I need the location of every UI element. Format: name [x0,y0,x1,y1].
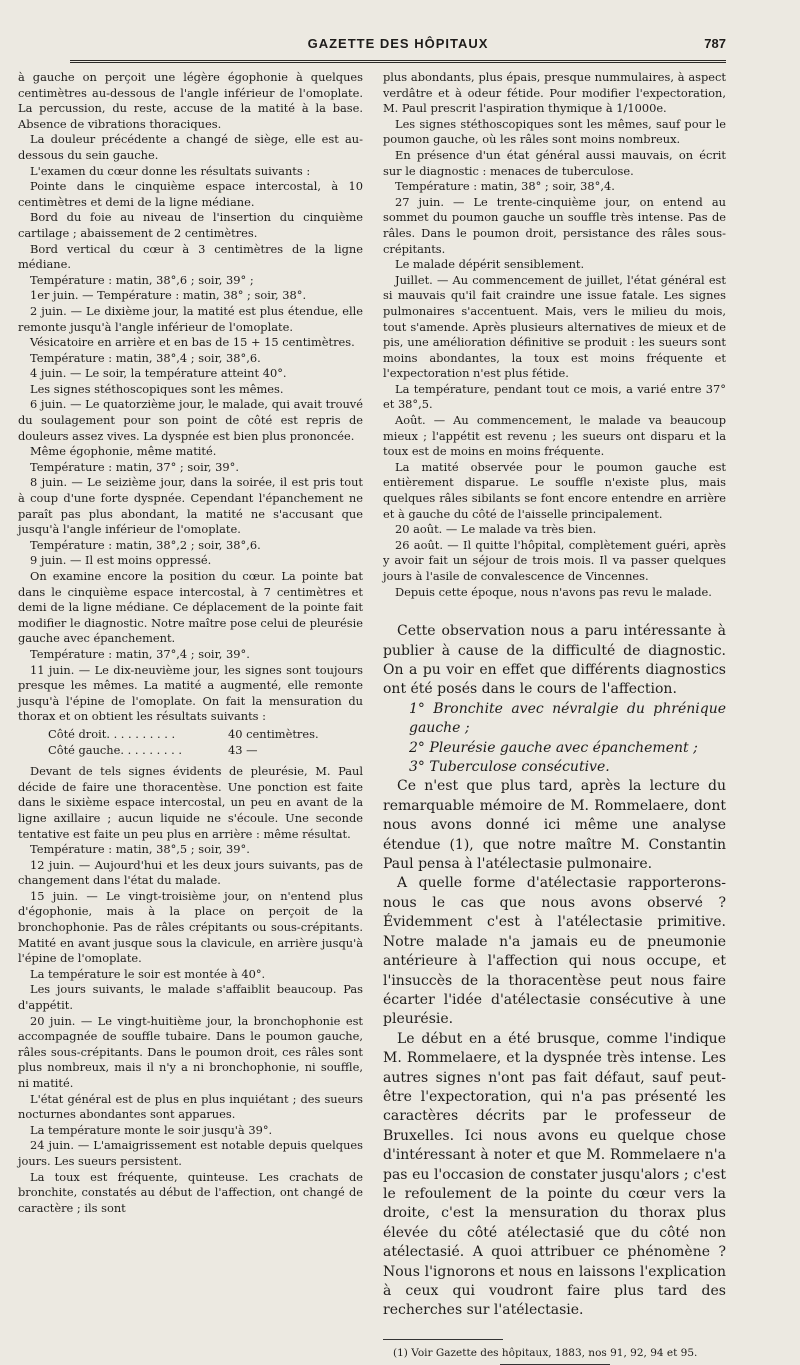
paragraph: Température : matin, 38°,6 ; soir, 39° ; [30,272,254,287]
paragraph: Bord vertical du cœur à 3 centimètres de la ligne médiane. [18,241,363,272]
paragraph: Le malade dépérit sensiblement. [395,257,585,272]
measurement-label: Côté gauche. . . . . . . . . [48,742,182,757]
paragraph: La température le soir est montée à 40°. [30,966,266,981]
paragraph: 24 juin. — L'amaigrissement est notable depuis quelques jours. Les sueurs persistent. [18,1138,363,1168]
measurement-value: 40 centimètres. [228,726,319,741]
paragraph: Depuis cette époque, nous n'avons pas revu le malade. [395,584,712,599]
paragraph: 11 juin. — Le dix-neuvième jour, les signes sont toujours presque les mêmes. La matité a augmenté, elle remonte jusqu'à l'épine de l'omoplate. On fait la mensuration du thorax et on obtient les résultats suivants : [18,662,363,724]
paragraph: La matité observée pour le poumon gauche est entièrement disparue. Le souffle n'existe plus, mais quelques râles sibilants se font encore entendre en arrière et à gauche du côté de l'aisselle principalement. [383,459,726,521]
paragraph: Température : matin, 38°,5 ; soir, 39°. [30,842,250,857]
diagnosis-list [383,700,726,778]
paragraph: La douleur précédente a changé de siège, elle est au-dessous du sein gauche. [18,132,363,162]
paragraph: Les signes stéthoscopiques sont les mêmes. [30,381,284,396]
paragraph: 27 juin. — Le trente-cinquième jour, on entend au sommet du poumon gauche un souffle très intense. Pas de râles. Dans le poumon droit, persistance des râles sous-crépitants. [383,194,726,256]
paragraph: 26 août. — Il quitte l'hôpital, complètement guéri, après y avoir fait un séjour de trois mois. Il va passer quelques jours à l'asile de convalescence de Vincennes. [383,537,726,583]
paragraph: Température : matin, 37°,4 ; soir, 39°. [30,646,250,661]
paragraph: 2 juin. — Le dixième jour, la matité est plus étendue, elle remonte jusqu'à l'angle inférieur de l'omoplate. [18,303,363,334]
paragraph: plus abondants, plus épais, presque nummulaires, à aspect verdâtre et à odeur fétide. Pour modifier l'expectoration, M. Paul prescrit l'aspiration thymique à 1/1000e. [383,70,726,116]
paragraph: 4 juin. — Le soir, la température atteint 40°. [30,366,287,381]
paragraph: 20 juin. — Le vingt-huitième jour, la bronchophonie est accompagnée de souffle tubaire. Dans le poumon gauche, râles sous-crépitants. Dans le poumon droit, ces râles sont plus nombreux, mais il n'y a ni bronchophonie, ni souffle, ni matité. [18,1013,363,1090]
paragraph: L'examen du cœur donne les résultats suivants : [30,163,311,178]
paragraph: Cette observation nous a paru intéressante à publier à cause de la difficulté de diagnostic. On a pu voir en effet que différents diagnostics ont été posés dans le cours de l'affection. [383,623,726,698]
paragraph: La température monte le soir jusqu'à 39°. [30,1122,273,1137]
footnote: (1) Voir Gazette des hôpitaux, 1883, nos 91, 92, 94 et 95. [393,1346,698,1359]
paragraph: Vésicatoire en arrière et en bas de 15 + 15 centimètres. [30,335,355,350]
paragraph: A quelle forme d'atélectasie rapporterons-nous le cas que nous avons observé ? Évidemment c'est à l'atélectasie primitive. Notre malade n'a jamais eu de pneumonie antérieure à l'affection qui nous occupe, et l'insuccès de la thoracentèse peut nous faire écarter l'idée d'atélectasie consécutive à une pleurésie. [383,875,726,1028]
paragraph: Les jours suivants, le malade s'affaiblit beaucoup. Pas d'appétit. [18,982,363,1013]
right-paragraphs [383,70,726,600]
measurement-row [18,727,363,743]
right-column [383,70,726,1365]
paragraph: 15 juin. — Le vingt-troisième jour, on n'entend plus d'égophonie, mais à la place on perçoit de la bronchophonie. Pas de râles crépitants ou sous-crépitants. Matité en avant jusque sous la clavicule, en arrière jusqu'à l'épine de l'omoplate. [18,888,363,966]
paragraph: Août. — Au commencement, le malade va beaucoup mieux ; l'appétit est revenu ; les sueurs ont disparu et la toux est de moins en moins fréquente. [383,413,726,459]
page-header [70,30,726,63]
paragraph: 20 août. — Le malade va très bien. [395,522,597,537]
paragraph: 12 juin. — Aujourd'hui et les deux jours suivants, pas de changement dans l'état du malade. [18,857,363,888]
paragraph: Devant de tels signes évidents de pleurésie, M. Paul décide de faire une thoracentèse. Une ponction est faite dans le sixième espace intercostal, un peu en avant de la ligne axillaire ; aucun liquide ne s'écoule. Une seconde tentative est faite un peu plus en arrière : même résultat. [18,764,363,841]
diagnosis-item: 1° Bronchite avec névralgie du phrénique gauche ; [409,700,726,737]
paragraph: Le début en a été brusque, comme l'indique M. Rommelaere, et la dyspnée très intense. Les autres signes n'ont pas fait défaut, sauf peut-être l'expectoration, qui n'a pas présenté les caractères décrits par le professeur de Bruxelles. Ici nous avons eu quelque chose d'intéressant à noter et que M. Rommelaere n'a pas eu l'occasion de constater jusqu'alors ; c'est le refoulement de la pointe du cœur vers la droite, c'est la mensuration du thorax plus élevée du côté atélectasié que du côté non atélectasié. A quoi attribuer ce phénomène ? Nous l'ignorons et nous en laissons l'explication à ceux qui voudront faire plus tard des recherches sur l'atélectasie. [383,1030,726,1319]
paragraph: Température : matin, 38°,4 ; soir, 38°,6. [30,350,261,365]
paragraph: La toux est fréquente, quinteuse. Les crachats de bronchite, constatés au début de l'affection, ont changé de caractère ; ils sont [18,1169,363,1215]
paragraph: En présence d'un état général aussi mauvais, on écrit sur le diagnostic : menaces de tuberculose. [383,147,726,178]
paragraph: La température, pendant tout ce mois, a varié entre 37° et 38°,5. [383,381,726,412]
paragraph: Pointe dans le cinquième espace intercostal, à 10 centimètres et demi de la ligne médiane. [18,179,363,209]
measurement-value: 43 — [228,742,258,757]
diagnosis-item: 3° Tuberculose consécutive. [409,759,610,776]
commentary-intro [383,622,726,700]
measurement-label: Côté droit. . . . . . . . . . [48,726,176,741]
footnote-rule [383,1339,503,1340]
paragraph: Bord du foie au niveau de l'insertion du cinquième cartilage ; abaissement de 2 centimètres. [18,210,363,240]
paragraph: 8 juin. — Le seizième jour, dans la soirée, il est pris tout à coup d'une forte dyspnée. Cependant l'épanchement ne paraît pas plus abondant, la matité ne s'accusant que jusqu'à l'angle inférieur de l'omoplate. [18,475,363,537]
paragraph: Ce n'est que plus tard, après la lecture du remarquable mémoire de M. Rommelaere, dont nous avons donné ici même une analyse étendue (1), que notre maître M. Constantin Paul pensa à l'atélectasie pulmonaire. [383,778,726,873]
journal-title: GAZETTE DES HÔPITAUX [307,36,489,51]
left-paragraphs [18,70,363,725]
paragraph: Les signes stéthoscopiques sont les mêmes, sauf pour le poumon gauche, où les râles sont moins nombreux. [383,116,726,147]
commentary-body [383,777,726,1320]
measurement-row [18,743,363,759]
paragraph: Juillet. — Au commencement de juillet, l'état général est si mauvais qu'il fait craindre une issue fatale. Les signes pulmonaires s'accentuent. Mais, vers le milieu du mois, tout s'amende. Après plusieurs alternatives de mieux et de pis, une amélioration définitive se produit : les sueurs sont moins abondantes, la toux est moins fréquente et l'expectoration n'est plus fétide. [383,272,726,381]
measurement-table [18,727,363,758]
page-number: 787 [704,36,726,51]
diagnosis-item: 2° Pleurésie gauche avec épanchement ; [409,739,698,756]
left-column [18,70,363,1216]
paragraph: Même égophonie, même matité. [30,444,217,459]
left-paragraphs-continued [18,764,363,1216]
paragraph: 6 juin. — Le quatorzième jour, le malade, qui avait trouvé du soulagement pour son point de côté est repris de douleurs assez vives. La dyspnée est bien plus prononcée. [18,397,363,443]
paragraph: Température : matin, 37° ; soir, 39°. [30,459,239,474]
paragraph: Température : matin, 38°,2 ; soir, 38°,6. [30,537,261,552]
paragraph: On examine encore la position du cœur. La pointe bat dans le cinquième espace intercostal, à 7 centimètres et demi de la ligne médiane. Ce déplacement de la pointe fait modifier le diagnostic. Notre maître pose celui de pleurésie gauche avec épanchement. [18,569,363,646]
paragraph: L'état général est de plus en plus inquiétant ; des sueurs nocturnes abondantes sont apparues. [18,1091,363,1122]
paragraph: 9 juin. — Il est moins oppressé. [30,553,212,568]
paragraph: Température : matin, 38° ; soir, 38°,4. [395,179,615,194]
paragraph: à gauche on perçoit une légère égophonie à quelques centimètres au-dessous de l'angle inférieur de l'omoplate. La percussion, du reste, accuse de la matité à la base. Absence de vibrations thoraciques. [18,70,363,131]
commentary-section [383,622,726,1321]
paragraph: 1er juin. — Température : matin, 38° ; soir, 38°. [30,288,307,303]
